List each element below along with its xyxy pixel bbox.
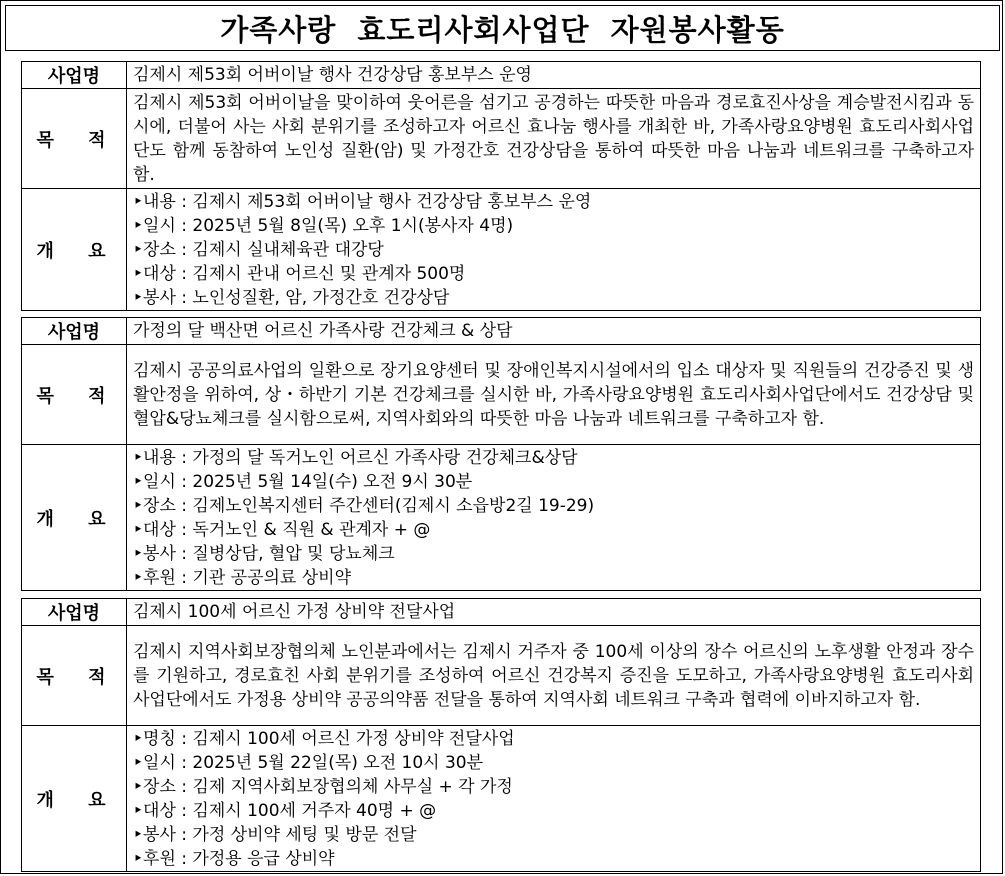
activity-name: 가정의 달 백산면 어르신 가족사랑 건강체크 & 상담	[127, 318, 981, 345]
activity-purpose: 김제시 공공의료사업의 일환으로 장기요양센터 및 장애인복지시설에서의 입소 대상자 및 직원들의 건강증진 및 생활안정을 위하여, 상・하반기 기본 건강체크를 실시한 바, 가족사랑요양병원 효도리사회사업단에서도 건강상담 및 혈압&당뇨체크를 실시함으로써, 지역사회와의 따뜻한 마음 나눔과 네트워크를 구축하고자 함.	[127, 345, 981, 445]
activity-section-2	[21, 317, 981, 591]
name-label: 사업명	[22, 599, 127, 626]
name-label: 사업명	[22, 62, 127, 89]
overview-label: 개 요	[22, 189, 127, 311]
detail-line: ‣대상 : 독거노인 & 직원 & 관계자 + @	[133, 519, 431, 540]
activity-details	[127, 189, 981, 311]
name-label: 사업명	[22, 318, 127, 345]
activity-details	[127, 445, 981, 591]
overview-label: 개 요	[22, 445, 127, 591]
activity-purpose: 김제시 제53회 어버이날을 맞이하여 웃어른을 섬기고 공경하는 따뜻한 마음과 경로효진사상을 계승발전시킴과 동시에, 더불어 사는 사회 분위기를 조성하고자 어르신 효나눔 행사를 개최한 바, 가족사랑요양병원 효도리사회사업단도 함께 동참하여 노인성 질환(암) 및 가정간호 건강상담을 통하여 따뜻한 마음 나눔과 네트워크를 구축하고자 함.	[127, 89, 981, 189]
overview-label: 개 요	[22, 726, 127, 872]
detail-line: ‣일시 : 2025년 5월 8일(목) 오후 1시(봉사자 4명)	[133, 215, 514, 236]
detail-line: ‣장소 : 김제시 실내체육관 대강당	[133, 239, 384, 260]
detail-line: ‣봉사 : 가정 상비약 세팅 및 방문 전달	[133, 824, 417, 845]
detail-line: ‣일시 : 2025년 5월 22일(목) 오전 10시 30분	[133, 752, 484, 773]
detail-line: ‣봉사 : 질병상담, 혈압 및 당뇨체크	[133, 543, 395, 564]
detail-line: ‣내용 : 김제시 제53회 어버이날 행사 건강상담 홍보부스 운영	[133, 191, 592, 212]
detail-line: ‣대상 : 김제시 100세 거주자 40명 + @	[133, 800, 437, 821]
detail-line: ‣봉사 : 노인성질환, 암, 가정간호 건강상담	[133, 287, 450, 308]
purpose-label: 목 적	[22, 626, 127, 726]
detail-line: ‣명칭 : 김제시 100세 어르신 가정 상비약 전달사업	[133, 728, 515, 749]
purpose-label: 목 적	[22, 345, 127, 445]
detail-line: ‣후원 : 기관 공공의료 상비약	[133, 567, 352, 588]
activity-purpose: 김제시 지역사회보장협의체 노인분과에서는 김제시 거주자 중 100세 이상의 장수 어르신의 노후생활 안정과 장수를 기원하고, 경로효친 사회 분위기를 조성하여 어르신 건강복지 증진을 도모하고, 가족사랑요양병원 효도리사회사업단에서도 가정용 상비약 공공의약품 전달을 통하여 지역사회 네트워크 구축과 협력에 이바지하고자 함.	[127, 626, 981, 726]
detail-line: ‣내용 : 가정의 달 독거노인 어르신 가족사랑 건강체크&상담	[133, 447, 578, 468]
detail-line: ‣후원 : 가정용 응급 상비약	[133, 848, 335, 869]
activity-name: 김제시 100세 어르신 가정 상비약 전달사업	[127, 599, 981, 626]
activity-details	[127, 726, 981, 872]
detail-line: ‣일시 : 2025년 5월 14일(수) 오전 9시 30분	[133, 471, 473, 492]
detail-line: ‣장소 : 김제노인복지센터 주간센터(김제시 소읍방2길 19-29)	[133, 495, 595, 516]
detail-line: ‣대상 : 김제시 관내 어르신 및 관계자 500명	[133, 263, 466, 284]
activity-section-3	[21, 598, 981, 872]
detail-line: ‣장소 : 김제 지역사회보장협의체 사무실 + 각 가정	[133, 776, 513, 797]
activity-name: 김제시 제53회 어버이날 행사 건강상담 홍보부스 운영	[127, 62, 981, 89]
page-title: 가족사랑 효도리사회사업단 자원봉사활동	[5, 5, 1000, 51]
activity-section-1	[21, 61, 981, 311]
purpose-label: 목 적	[22, 89, 127, 189]
